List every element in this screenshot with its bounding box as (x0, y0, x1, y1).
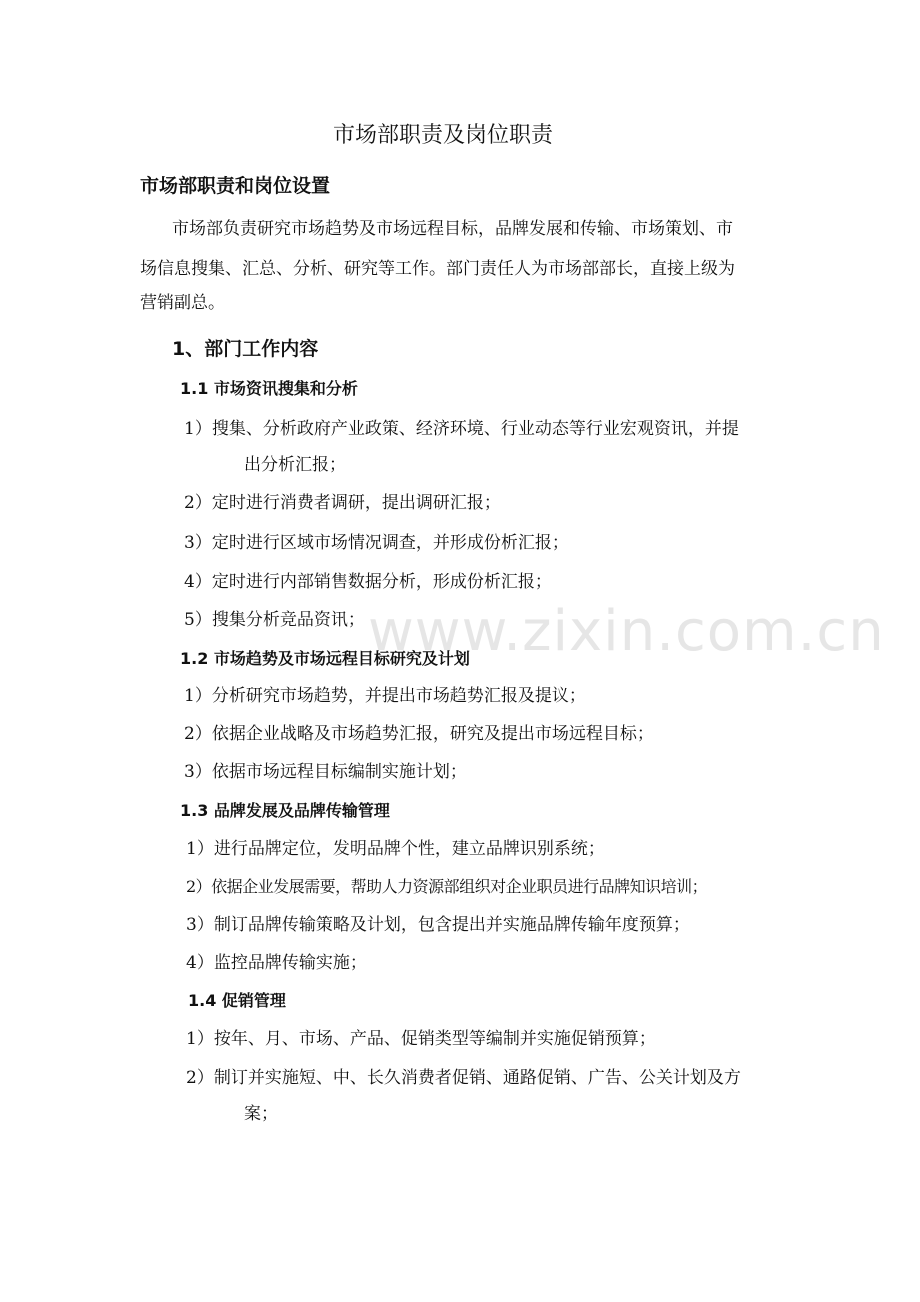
s1-item-4: 4）定时进行内部销售数据分析，形成份析汇报； (184, 572, 552, 592)
s2-item-1: 1）分析研究市场趋势，并提出市场趋势汇报及提议； (184, 686, 586, 706)
s3-item-2: 2）依据企业发展需要，帮助人力资源部组织对企业职员进行品牌知识培训； (186, 877, 708, 896)
intro-line-1: 市场部负责研究市场趋势及市场远程目标，品牌发展和传输、市场策划、市 (172, 219, 733, 239)
s4-item-2-cont: 案； (244, 1104, 278, 1124)
s2-item-2: 2）依据企业战略及市场趋势汇报，研究及提出市场远程目标； (184, 724, 654, 744)
s1-item-5: 5）搜集分析竞品资讯； (184, 610, 365, 630)
part1-heading: 1、部门工作内容 (172, 338, 319, 360)
subsection-1-4-heading: 1.4 促销管理 (188, 991, 286, 1010)
s1-item-1: 1）搜集、分析政府产业政策、经济环境、行业动态等行业宏观资讯，并提 (184, 419, 739, 439)
subsection-1-2-heading: 1.2 市场趋势及市场远程目标研究及计划 (180, 649, 470, 668)
section-heading: 市场部职责和岗位设置 (140, 175, 331, 197)
s1-item-2: 2）定时进行消费者调研，提出调研汇报； (184, 493, 501, 513)
s1-item-3: 3）定时进行区域市场情况调查，并形成份析汇报； (184, 533, 569, 553)
s1-item-1-cont: 出分析汇报； (244, 455, 346, 475)
watermark: www.zixin.com.cn (368, 599, 885, 664)
s4-item-2: 2）制订并实施短、中、长久消费者促销、通路促销、广告、公关计划及方 (186, 1068, 741, 1088)
subsection-1-3-heading: 1.3 品牌发展及品牌传输管理 (180, 801, 390, 820)
s4-item-1: 1）按年、月、市场、产品、促销类型等编制并实施促销预算； (186, 1029, 656, 1049)
s3-item-3: 3）制订品牌传输策略及计划，包含提出并实施品牌传输年度预算； (186, 915, 690, 935)
intro-line-2: 场信息搜集、汇总、分析、研究等工作。部门责任人为市场部部长，直接上级为 (140, 259, 735, 279)
s2-item-3: 3）依据市场远程目标编制实施计划； (184, 762, 467, 782)
s3-item-1: 1）进行品牌定位，发明品牌个性，建立品牌识别系统； (186, 839, 605, 859)
subsection-1-1-heading: 1.1 市场资讯搜集和分析 (180, 379, 358, 398)
s3-item-4: 4）监控品牌传输实施； (186, 953, 367, 973)
intro-line-3: 营销副总。 (140, 293, 225, 313)
document-title: 市场部职责及岗位职责 (333, 123, 554, 148)
